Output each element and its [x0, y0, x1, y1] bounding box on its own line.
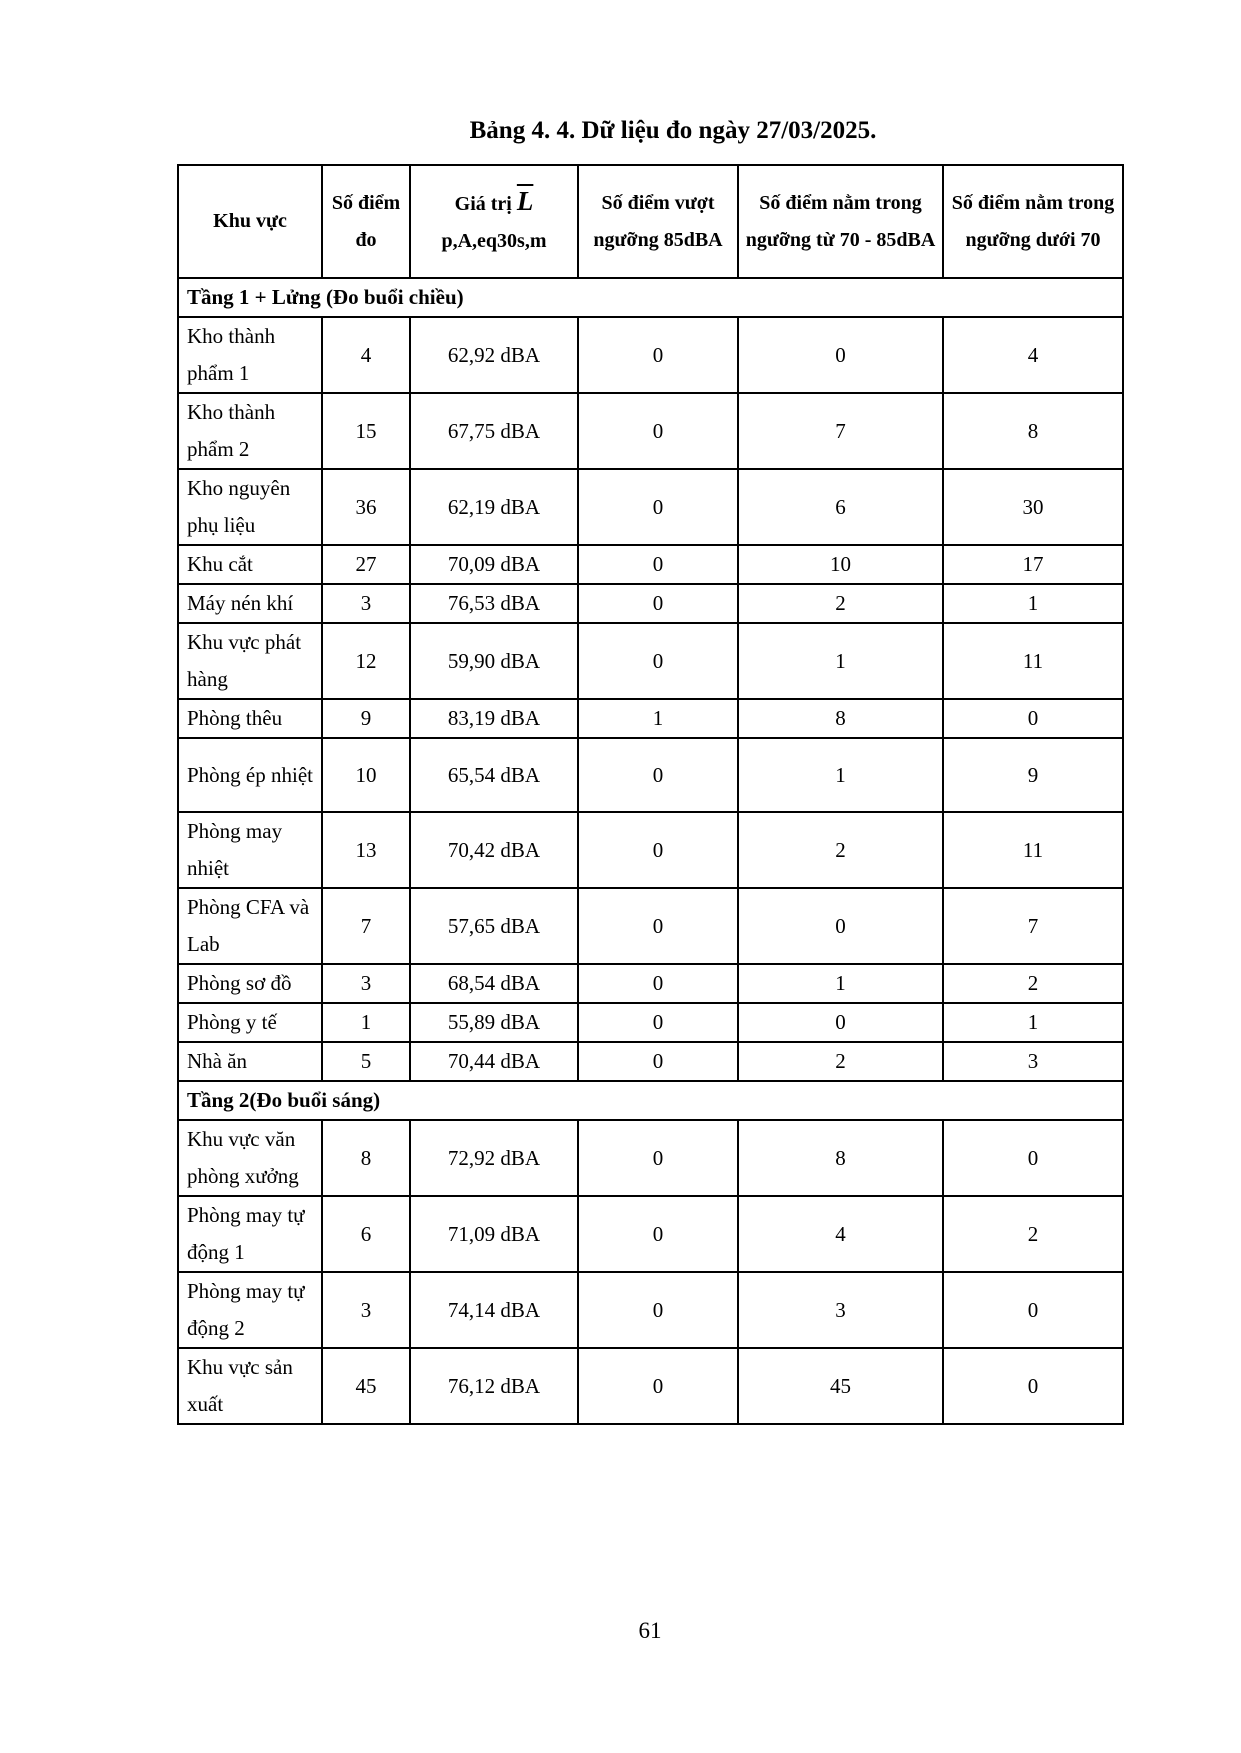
cell-under: 0 [943, 699, 1123, 738]
cell-over: 0 [578, 964, 738, 1003]
cell-area: Khu cắt [178, 545, 322, 584]
cell-area: Kho thành phẩm 2 [178, 393, 322, 469]
cell-value: 68,54 dBA [410, 964, 578, 1003]
section-title: Tầng 1 + Lửng (Đo buổi chiều) [178, 278, 1123, 317]
header-over: Số điểm vượt ngưỡng 85dBA [578, 165, 738, 278]
cell-mid: 3 [738, 1272, 943, 1348]
cell-under: 1 [943, 1003, 1123, 1042]
header-value-symbol: $\overline{L}$ [516, 186, 534, 216]
cell-area: Kho thành phẩm 1 [178, 317, 322, 393]
cell-under: 1 [943, 584, 1123, 623]
header-value-sub: p,A,eq30s,m [441, 230, 547, 252]
header-value-prefix: Giá trị [454, 193, 512, 215]
cell-area: Phòng CFA và Lab [178, 888, 322, 964]
table-body [178, 278, 1123, 1424]
cell-over: 0 [578, 469, 738, 545]
table-caption: Bảng 4. 4. Dữ liệu đo ngày 27/03/2025. [469, 117, 877, 144]
table-row [178, 1272, 1123, 1348]
cell-points: 3 [322, 964, 410, 1003]
cell-over: 0 [578, 1003, 738, 1042]
cell-value: 70,42 dBA [410, 812, 578, 888]
table-row [178, 812, 1123, 888]
cell-value: 71,09 dBA [410, 1196, 578, 1272]
cell-under: 8 [943, 393, 1123, 469]
cell-value: 70,09 dBA [410, 545, 578, 584]
cell-mid: 1 [738, 623, 943, 699]
cell-under: 0 [943, 1348, 1123, 1424]
cell-under: 11 [943, 812, 1123, 888]
cell-points: 15 [322, 393, 410, 469]
cell-value: 59,90 dBA [410, 623, 578, 699]
measurement-table [177, 164, 1124, 1425]
cell-points: 12 [322, 623, 410, 699]
cell-over: 0 [578, 1120, 738, 1196]
cell-area: Khu vực văn phòng xưởng [178, 1120, 322, 1196]
header-mid: Số điểm nằm trong ngưỡng từ 70 - 85dBA [738, 165, 943, 278]
cell-points: 36 [322, 469, 410, 545]
table-row [178, 584, 1123, 623]
cell-mid: 4 [738, 1196, 943, 1272]
cell-under: 11 [943, 623, 1123, 699]
table-row [178, 888, 1123, 964]
cell-mid: 1 [738, 964, 943, 1003]
cell-value: 72,92 dBA [410, 1120, 578, 1196]
cell-over: 1 [578, 699, 738, 738]
cell-points: 45 [322, 1348, 410, 1424]
cell-mid: 2 [738, 1042, 943, 1081]
cell-value: 55,89 dBA [410, 1003, 578, 1042]
cell-under: 0 [943, 1120, 1123, 1196]
table-row [178, 964, 1123, 1003]
header-value [410, 165, 578, 278]
cell-over: 0 [578, 1272, 738, 1348]
cell-over: 0 [578, 1042, 738, 1081]
table-row [178, 1003, 1123, 1042]
cell-over: 0 [578, 1348, 738, 1424]
cell-area: Phòng may tự động 1 [178, 1196, 322, 1272]
cell-value: 62,92 dBA [410, 317, 578, 393]
cell-points: 27 [322, 545, 410, 584]
cell-over: 0 [578, 393, 738, 469]
cell-mid: 2 [738, 584, 943, 623]
table-row [178, 1120, 1123, 1196]
table-row [178, 1042, 1123, 1081]
cell-points: 5 [322, 1042, 410, 1081]
table-row [178, 1348, 1123, 1424]
cell-mid: 7 [738, 393, 943, 469]
table-row [178, 393, 1123, 469]
section-title: Tầng 2(Đo buổi sáng) [178, 1081, 1123, 1120]
cell-value: 67,75 dBA [410, 393, 578, 469]
cell-over: 0 [578, 738, 738, 812]
cell-value: 76,12 dBA [410, 1348, 578, 1424]
page-number: 61 [638, 1618, 662, 1643]
cell-points: 3 [322, 1272, 410, 1348]
cell-points: 8 [322, 1120, 410, 1196]
cell-under: 30 [943, 469, 1123, 545]
cell-area: Phòng ép nhiệt [178, 738, 322, 812]
cell-over: 0 [578, 584, 738, 623]
cell-area: Phòng may nhiệt [178, 812, 322, 888]
cell-under: 2 [943, 1196, 1123, 1272]
cell-points: 3 [322, 584, 410, 623]
cell-mid: 0 [738, 888, 943, 964]
cell-area: Kho nguyên phụ liệu [178, 469, 322, 545]
cell-mid: 45 [738, 1348, 943, 1424]
cell-under: 7 [943, 888, 1123, 964]
cell-mid: 2 [738, 812, 943, 888]
header-under: Số điểm nằm trong ngưỡng dưới 70 [943, 165, 1123, 278]
cell-over: 0 [578, 888, 738, 964]
table-row [178, 699, 1123, 738]
cell-mid: 10 [738, 545, 943, 584]
table-row [178, 545, 1123, 584]
cell-area: Khu vực phát hàng [178, 623, 322, 699]
cell-under: 4 [943, 317, 1123, 393]
cell-value: 65,54 dBA [410, 738, 578, 812]
cell-over: 0 [578, 812, 738, 888]
cell-area: Phòng may tự động 2 [178, 1272, 322, 1348]
cell-value: 70,44 dBA [410, 1042, 578, 1081]
cell-over: 0 [578, 545, 738, 584]
cell-value: 62,19 dBA [410, 469, 578, 545]
cell-points: 1 [322, 1003, 410, 1042]
cell-mid: 1 [738, 738, 943, 812]
cell-points: 10 [322, 738, 410, 812]
cell-value: 57,65 dBA [410, 888, 578, 964]
cell-area: Khu vực sản xuất [178, 1348, 322, 1424]
cell-over: 0 [578, 623, 738, 699]
header-area: Khu vực [178, 165, 322, 278]
cell-value: 83,19 dBA [410, 699, 578, 738]
table-row [178, 738, 1123, 812]
cell-under: 2 [943, 964, 1123, 1003]
cell-points: 4 [322, 317, 410, 393]
section-row [178, 278, 1123, 317]
cell-under: 9 [943, 738, 1123, 812]
cell-mid: 8 [738, 1120, 943, 1196]
cell-under: 0 [943, 1272, 1123, 1348]
cell-area: Phòng sơ đồ [178, 964, 322, 1003]
cell-area: Phòng y tế [178, 1003, 322, 1042]
cell-value: 74,14 dBA [410, 1272, 578, 1348]
cell-mid: 6 [738, 469, 943, 545]
cell-under: 3 [943, 1042, 1123, 1081]
table-row [178, 1196, 1123, 1272]
cell-under: 17 [943, 545, 1123, 584]
cell-area: Nhà ăn [178, 1042, 322, 1081]
cell-over: 0 [578, 1196, 738, 1272]
section-row [178, 1081, 1123, 1120]
cell-value: 76,53 dBA [410, 584, 578, 623]
cell-points: 9 [322, 699, 410, 738]
table-row [178, 623, 1123, 699]
cell-area: Phòng thêu [178, 699, 322, 738]
cell-over: 0 [578, 317, 738, 393]
header-points: Số điểm đo [322, 165, 410, 278]
cell-points: 13 [322, 812, 410, 888]
header-row [178, 165, 1123, 278]
cell-mid: 8 [738, 699, 943, 738]
table-row [178, 317, 1123, 393]
cell-area: Máy nén khí [178, 584, 322, 623]
cell-mid: 0 [738, 317, 943, 393]
cell-points: 6 [322, 1196, 410, 1272]
cell-mid: 0 [738, 1003, 943, 1042]
table-row [178, 469, 1123, 545]
cell-points: 7 [322, 888, 410, 964]
